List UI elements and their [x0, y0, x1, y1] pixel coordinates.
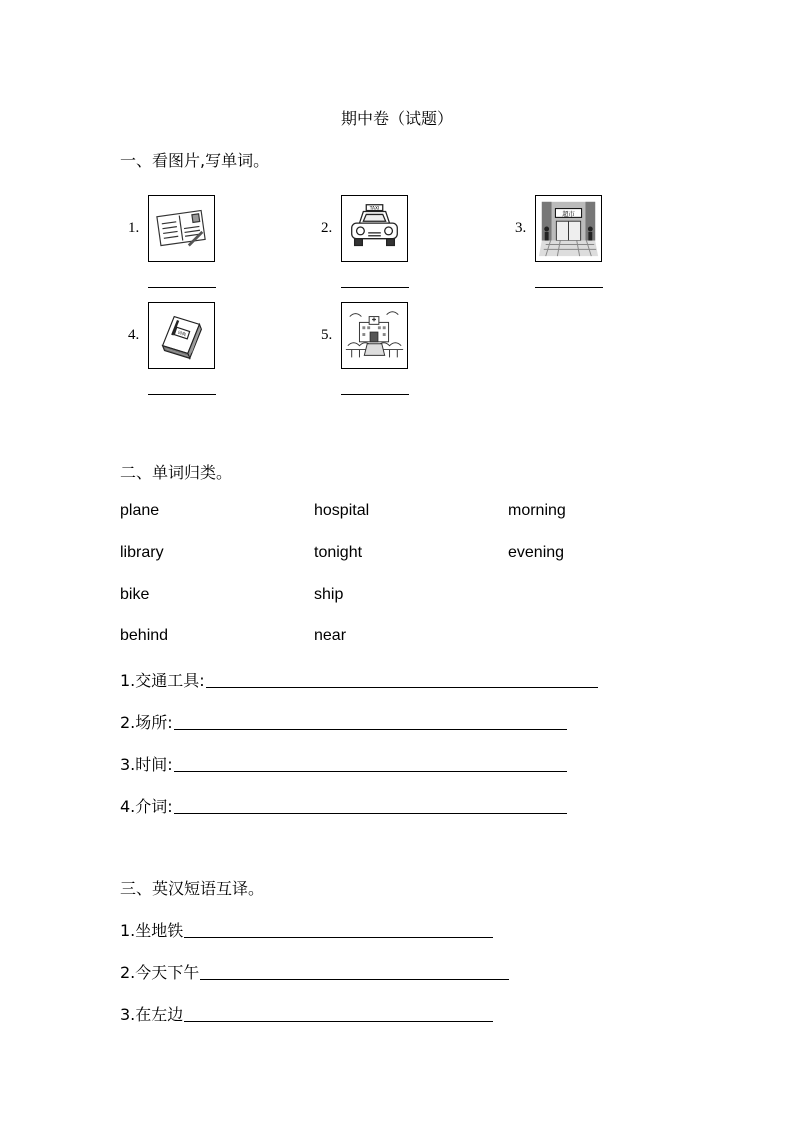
- category-answer-line-places[interactable]: [174, 729, 567, 730]
- item-1-number: 1.: [128, 220, 140, 236]
- word-tonight: tonight: [314, 544, 363, 561]
- dictionary-cover-text: 词典: [176, 330, 187, 339]
- word-morning: morning: [508, 502, 566, 519]
- category-row-transport: [120, 668, 598, 691]
- word-plane: plane: [120, 502, 160, 519]
- word-behind: behind: [120, 627, 169, 644]
- answer-blank-2[interactable]: [341, 287, 409, 288]
- category-label-time: 3.时间:: [120, 755, 173, 774]
- supermarket-icon: [535, 195, 602, 262]
- word-library: library: [120, 544, 164, 561]
- phrase-label-3: 3.在左边: [120, 1005, 184, 1024]
- phrase-row-2: [120, 960, 509, 983]
- section-3-heading: 三、英汉短语互译。: [120, 879, 265, 898]
- category-answer-line-time[interactable]: [174, 771, 567, 772]
- category-answer-line-prepositions[interactable]: [174, 813, 567, 814]
- phrase-answer-line-2[interactable]: [200, 979, 509, 980]
- word-evening: evening: [508, 544, 565, 561]
- category-row-time: [120, 752, 567, 775]
- answer-blank-5[interactable]: [341, 394, 409, 395]
- word-ship: ship: [314, 586, 344, 603]
- postcard-icon: [148, 195, 215, 262]
- item-2-number: 2.: [321, 220, 333, 236]
- category-answer-line-transport[interactable]: [206, 687, 598, 688]
- word-hospital: hospital: [314, 502, 370, 519]
- item-5-number: 5.: [321, 327, 333, 343]
- category-row-places: [120, 710, 567, 733]
- word-bike: bike: [120, 586, 150, 603]
- phrase-answer-line-3[interactable]: [184, 1021, 493, 1022]
- dictionary-icon: [148, 302, 215, 369]
- phrase-row-3: [120, 1002, 493, 1025]
- answer-blank-4[interactable]: [148, 394, 216, 395]
- category-label-places: 2.场所:: [120, 713, 173, 732]
- phrase-answer-line-1[interactable]: [184, 937, 493, 938]
- item-3-number: 3.: [515, 220, 527, 236]
- section-1-heading: 一、看图片,写单词。: [120, 151, 270, 170]
- answer-blank-1[interactable]: [148, 287, 216, 288]
- page-title: 期中卷（试题）: [340, 109, 453, 128]
- phrase-label-2: 2.今天下午: [120, 963, 200, 982]
- category-label-transport: 1.交通工具:: [120, 671, 205, 690]
- category-row-prepositions: [120, 794, 567, 817]
- answer-blank-3[interactable]: [535, 287, 603, 288]
- word-near: near: [314, 627, 347, 644]
- hospital-icon: [341, 302, 408, 369]
- phrase-label-1: 1.坐地铁: [120, 921, 184, 940]
- taxi-sign-text: TAXI: [369, 206, 380, 212]
- taxi-icon: [341, 195, 408, 262]
- item-4-number: 4.: [128, 327, 140, 343]
- section-2-heading: 二、单词归类。: [120, 463, 233, 482]
- supermarket-sign-text: 超市: [562, 210, 575, 218]
- phrase-row-1: [120, 918, 493, 941]
- category-label-prepositions: 4.介词:: [120, 797, 173, 816]
